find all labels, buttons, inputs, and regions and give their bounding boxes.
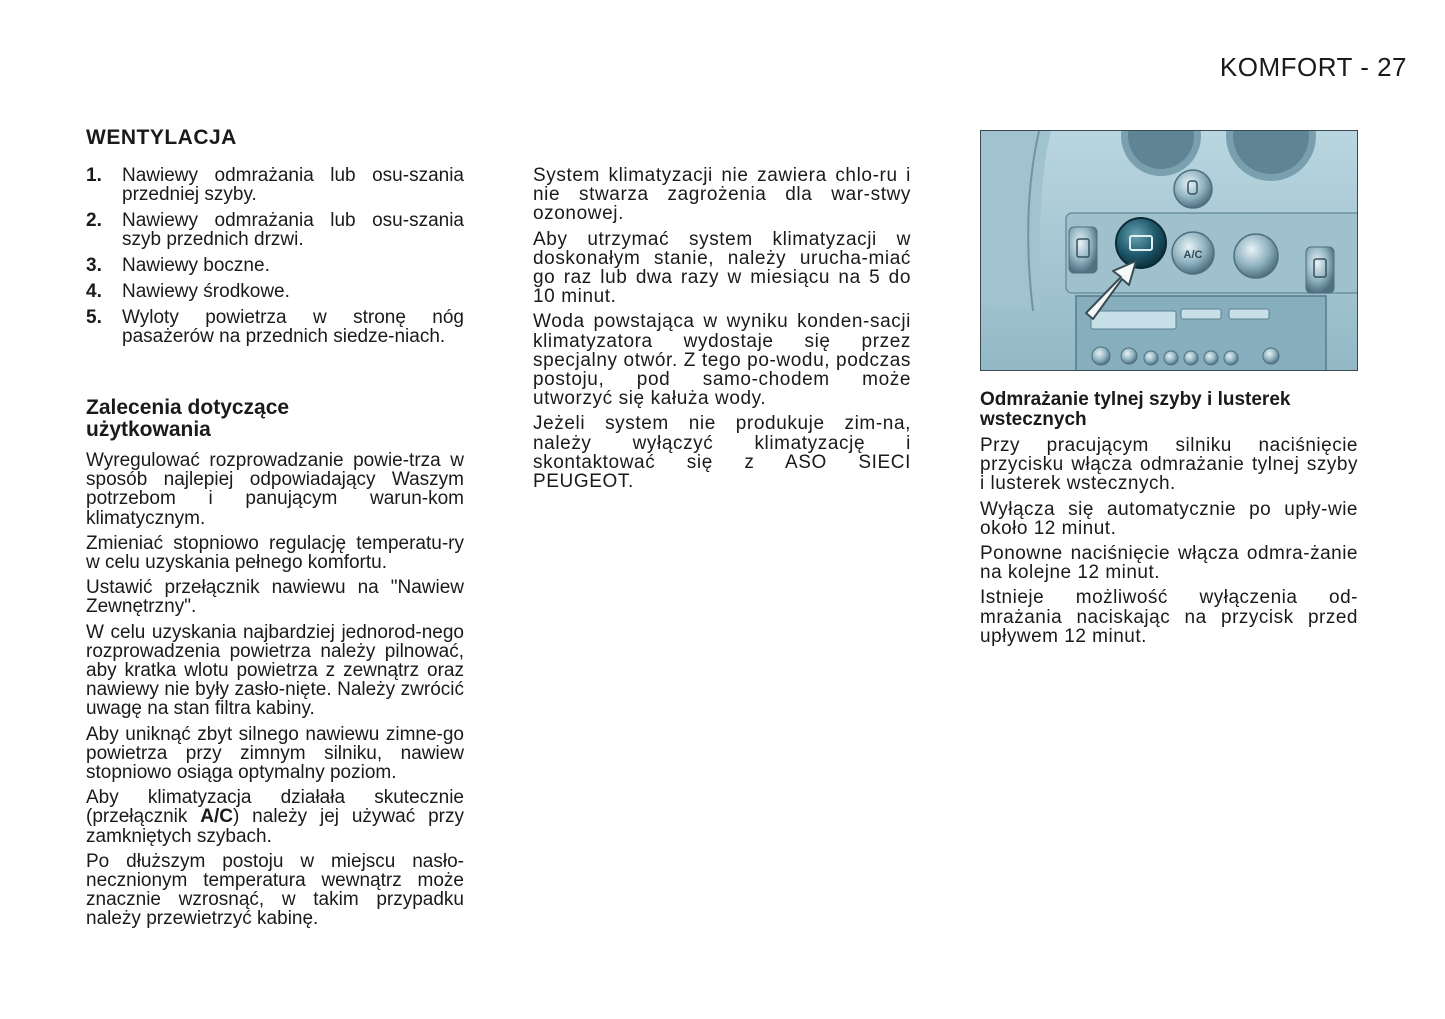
paragraph: Aby uniknąć zbyt silnego nawiewu zimne-go powietrza przy zimnym silniku, nawiew stopniowo osiąga optymalny poziom. (86, 723, 464, 784)
paragraph: Jeżeli system nie produkuje zim-na, należy wyłączyć klimatyzację i skontaktować się z ASO SIECI PEUGEOT. (533, 413, 911, 493)
item-text: Nawiewy odmrażania lub osu-szania szyb przednich drzwi. (122, 210, 464, 250)
paragraph: Ponowne naciśnięcie włącza odmra-żanie na kolejne 12 minut. (980, 543, 1358, 584)
ac-para-after: ) należy jej używać przy zamkniętych szybach. (86, 806, 464, 847)
usage-subtitle: Zalecenia dotyczące użytkowania (86, 396, 290, 441)
paragraph: Zmieniać stopniowo regulację temperatu-ry w celu uzyskania pełnego komfortu. (86, 532, 464, 574)
paragraph: Po dłuższym postoju w miejscu nasło-necznionym temperatura wewnątrz może znacznie wzrosnąć, w takim przypadku należy przewietrzyć kabinę. (86, 850, 464, 930)
list-item (86, 308, 464, 346)
ac-button-label: A/C (1183, 249, 1203, 261)
defrost-text (980, 436, 1358, 652)
ac-paragraph (86, 788, 464, 846)
dashboard-photo (980, 130, 1358, 371)
list-item (86, 256, 464, 275)
item-number: 4. (86, 281, 102, 302)
item-text: Nawiewy środkowe. (122, 281, 290, 302)
item-text: Nawiewy odmrażania lub osu-szania przedniej szyby. (122, 165, 464, 205)
paragraph: Aby utrzymać system klimatyzacji w doskonałym stanie, należy urucha-miać go raz lub dwa razy w miesiącu na 5 do 10 minut. (533, 228, 911, 308)
paragraph: Wyłącza się automatycznie po upły-wie około 12 minut. (980, 498, 1358, 539)
ac-info-text (533, 166, 911, 497)
paragraph: System klimatyzacji nie zawiera chlo-ru i nie stwarza zagrożenia dla war-stwy ozonowej. (533, 165, 911, 225)
section-title: WENTYLACJA (86, 126, 237, 149)
item-number: 2. (86, 210, 102, 231)
list-item (86, 282, 464, 301)
list-item (86, 211, 464, 249)
item-number: 1. (86, 165, 102, 186)
item-number: 5. (86, 307, 102, 328)
paragraph: Ustawić przełącznik nawiewu na "Nawiew Zewnętrzny". (86, 577, 464, 618)
list-item (86, 166, 464, 204)
defrost-caption: Odmrażanie tylnej szyby i lusterek wstecznych (980, 389, 1291, 430)
vent-list (86, 166, 464, 353)
paragraph: W celu uzyskania najbardziej jednorod-nego rozprowadzenia powietrza należy pilnować, aby kratka wlotu powietrza z zewnątrz oraz nawiewy nie były zasło-nięte. Należy zwrócić uwagę na stan filtra kabiny. (86, 621, 464, 720)
item-text: Nawiewy boczne. (122, 255, 270, 276)
usage-text (86, 451, 464, 935)
item-text: Wyloty powietrza w stronę nóg pasażerów na przednich siedze-niach. (122, 307, 464, 347)
ac-label: A/C (200, 806, 233, 828)
page-header: KOMFORT - 27 (1219, 52, 1407, 82)
paragraph: Wyregulować rozprowadzanie powie-trza w sposób najlepiej odpowiadający Waszym potrzebom i panującym warun-kom klimatycznym. (86, 450, 464, 529)
ac-para-before: Aby klimatyzacja działała skutecznie (przełącznik (86, 787, 464, 828)
dashboard-illustration (981, 131, 1358, 371)
paragraph: Przy pracującym silniku naciśnięcie przycisku włącza odmrażanie tylnej szyby i lusterek wstecznych. (980, 435, 1358, 495)
paragraph: Woda powstająca w wyniku konden-sacji klimatyzatora wydostaje się przez specjalny otwór. Z tego po-wodu, podczas postoju, pod samo-chodem może utworzyć się kałuża wody. (533, 311, 911, 410)
item-number: 3. (86, 255, 102, 276)
paragraph: Istnieje możliwość wyłączenia od-mrażania naciskając na przycisk przed upływem 12 minut. (980, 587, 1358, 647)
